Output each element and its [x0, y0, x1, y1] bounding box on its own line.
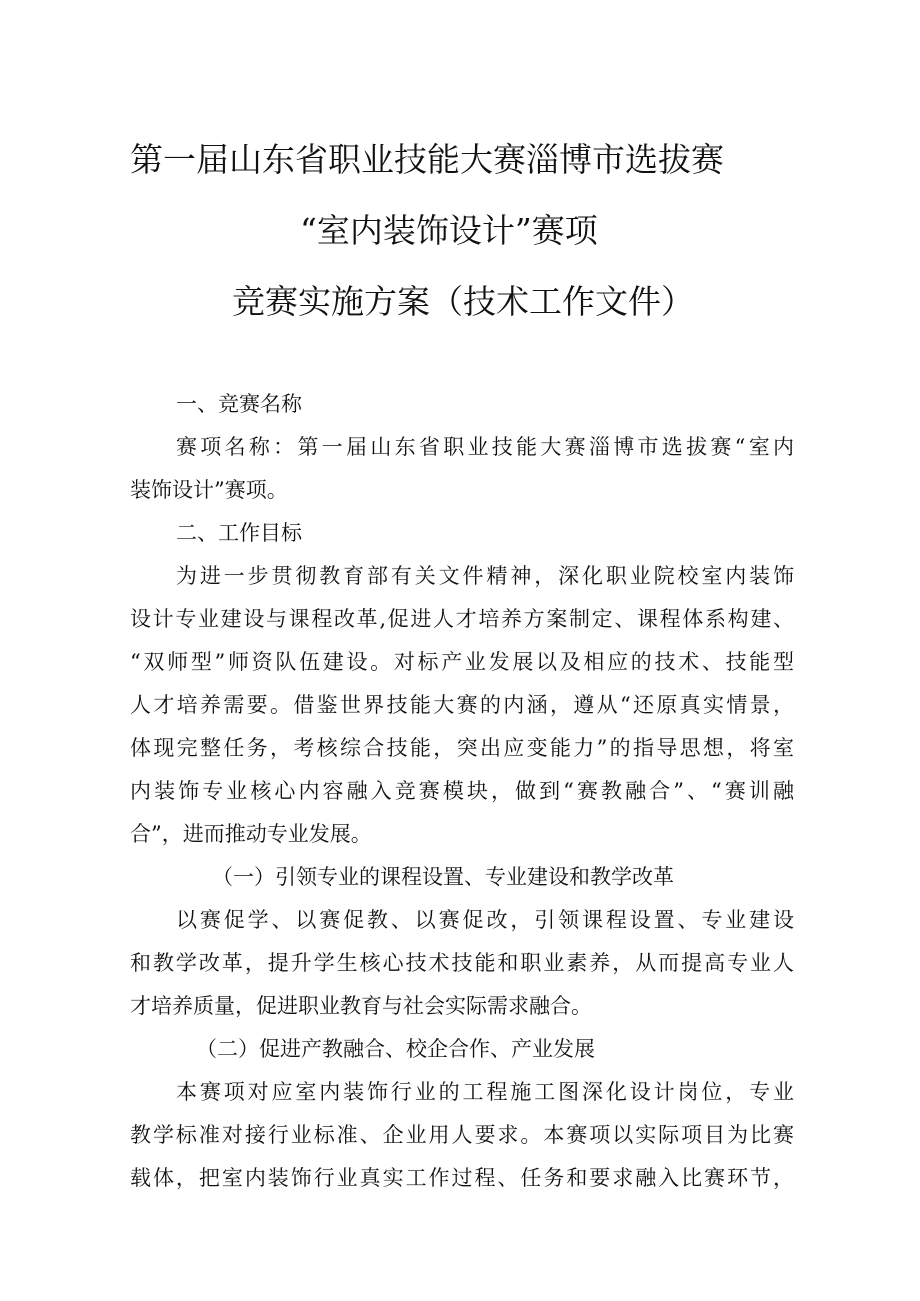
paragraph-line: 赛项名称：第一届山东省职业技能大赛淄博市选拔赛“室内 — [176, 435, 794, 459]
paragraph-line: 体现完整任务，考核综合技能，突出应变能力”的指导思想，将室 — [130, 736, 794, 760]
paragraph-line: 本赛项对应室内装饰行业的工程施工图深化设计岗位，专业 — [176, 1080, 794, 1104]
section-heading-competition-name: 一、竞赛名称 — [176, 392, 302, 416]
paragraph-line: 才培养质量，促进职业教育与社会实际需求融合。 — [130, 994, 592, 1018]
paragraph-line: “双师型”师资队伍建设。对标产业发展以及相应的技术、技能型 — [130, 650, 794, 674]
paragraph-line: 装饰设计”赛项。 — [130, 478, 288, 502]
subsection-heading-industry-education: （二）促进产教融合、校企合作、产业发展 — [196, 1037, 595, 1061]
document-title-line-1: 第一届山东省职业技能大赛淄博市选拔赛 — [130, 140, 724, 179]
paragraph-line: 合”，进而推动专业发展。 — [130, 822, 372, 846]
subsection-heading-curriculum: （一）引领专业的课程设置、专业建设和教学改革 — [212, 865, 674, 889]
paragraph-line: 为进一步贯彻教育部有关文件精神，深化职业院校室内装饰 — [176, 564, 794, 588]
paragraph-line: 教学标准对接行业标准、企业用人要求。本赛项以实际项目为比赛 — [130, 1123, 794, 1147]
document-title-line-2: “室内装饰设计”赛项 — [300, 211, 598, 250]
document-body — [130, 383, 794, 1200]
paragraph-line: 和教学改革，提升学生核心技术技能和职业素养，从而提高专业人 — [130, 951, 794, 975]
paragraph-line: 人才培养需要。借鉴世界技能大赛的内涵，遵从“还原真实情景， — [130, 693, 794, 717]
section-heading-work-goals: 二、工作目标 — [176, 521, 302, 545]
paragraph-line: 内装饰专业核心内容融入竞赛模块，做到“赛教融合”、“赛训融 — [130, 779, 794, 803]
paragraph-line: 载体，把室内装饰行业真实工作过程、任务和要求融入比赛环节， — [130, 1166, 794, 1190]
paragraph-line: 以赛促学、以赛促教、以赛促改，引领课程设置、专业建设 — [176, 908, 794, 932]
document-title-line-3: 竞赛实施方案（技术工作文件） — [232, 282, 694, 321]
paragraph-line: 设计专业建设与课程改革,促进人才培养方案制定、课程体系构建、 — [130, 607, 794, 631]
